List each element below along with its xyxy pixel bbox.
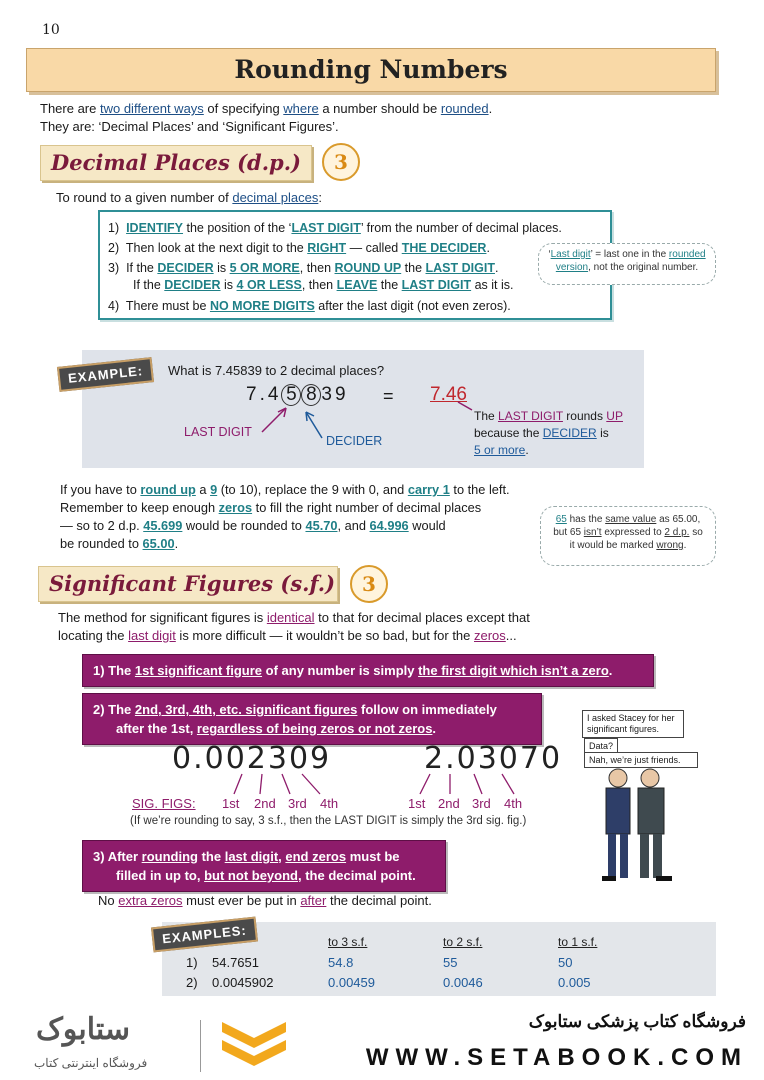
decider-label: DECIDER: [326, 434, 383, 448]
intro-paragraph: There are two different ways of specifying where a number should be rounded. They are: ‘Decimal Places’ and ‘Significant Figures’.: [40, 101, 493, 134]
example-answer: 7.46: [430, 384, 467, 405]
col-header: to 2 s.f.: [443, 935, 483, 949]
col-header: to 1 s.f.: [558, 935, 598, 949]
sig-figs-label: SIG. FIGS:: [132, 796, 196, 811]
ord-label: 4th: [504, 796, 523, 811]
setabook-logo-text: ستابوک: [36, 1013, 131, 1046]
dp-step-4: 4) There must be NO MORE DIGITS after the last digit (not even zeros).: [108, 299, 511, 313]
ord-label: 4th: [320, 796, 339, 811]
grade-badge-icon: 3: [322, 143, 360, 181]
col-header: to 3 s.f.: [328, 935, 368, 949]
example-tag: EXAMPLE:: [57, 357, 154, 392]
ord-label: 2nd: [438, 796, 460, 811]
sixty-five-note: 65 has the same value as 65.00, but 65 isn’t expressed to 2 d.p. so it would be marked wrong.: [540, 506, 716, 566]
row-value: 54.7651: [212, 955, 259, 970]
decider-circle: 8: [301, 384, 321, 406]
row-number: 1): [186, 955, 198, 970]
row-result: 55: [443, 955, 458, 970]
dp-step-2: 2) Then look at the next digit to the RIGHT — called THE DECIDER.: [108, 241, 490, 255]
page-title-bar: [26, 48, 716, 92]
sf-rule-2: 2) The 2nd, 3rd, 4th, etc. significant figures follow on immediately after the 1st, regardless of being zeros or not zeros.: [82, 693, 542, 745]
ord-label: 1st: [408, 796, 426, 811]
last-digit-circle: 5: [281, 384, 301, 406]
setabook-chevron-logo-icon: [218, 1016, 290, 1074]
setabook-logo-subtitle: فروشگاه اینترنتی کتاب: [34, 1056, 148, 1070]
shop-title: فروشگاه کتاب پزشکی ستابوک: [528, 1012, 746, 1031]
sf-note: (If we’re rounding to say, 3 s.f., then the LAST DIGIT is simply the 3rd sig. fig.): [130, 815, 527, 827]
sf-example-number-2: 2.03070: [424, 741, 563, 776]
footer-divider: [200, 1020, 201, 1072]
speech-bubble-3: Nah, we’re just friends.: [584, 752, 698, 768]
row-result: 0.00459: [328, 975, 375, 990]
sf-after-note: No extra zeros must ever be put in after the decimal point.: [98, 893, 432, 908]
last-digit-note: ‘Last digit’ = last one in the rounded version, not the original number.: [538, 243, 716, 285]
row-value: 0.0045902: [212, 975, 274, 990]
row-result: 50: [558, 955, 573, 970]
row-number: 2): [186, 975, 198, 990]
row-result: 0.0046: [443, 975, 483, 990]
row-result: 0.005: [558, 975, 591, 990]
examples-tag: EXAMPLES:: [151, 917, 258, 953]
shop-url: WWW.SETABOOK.COM: [365, 1044, 748, 1071]
sig-fig-pointers: [220, 772, 560, 798]
page-number: 10: [42, 22, 60, 38]
speech-bubble-1: I asked Stacey for her significant figures.: [582, 710, 684, 738]
example-question: What is 7.45839 to 2 decimal places?: [168, 363, 385, 378]
ord-label: 2nd: [254, 796, 276, 811]
section-heading-decimal-places: Decimal Places (d.p.): [40, 145, 312, 181]
example-number: 7.4 5 8 39: [246, 384, 349, 405]
section-heading-significant-figures: Significant Figures (s.f.): [38, 566, 338, 602]
two-men-icon: [580, 768, 712, 884]
row-result: 54.8: [328, 955, 354, 970]
dp-step-3: 3) If the DECIDER is 5 OR MORE, then ROUND UP the LAST DIGIT.: [108, 261, 499, 275]
sf-rule-3: 3) After rounding the last digit, end zeros must be filled in up to, but not beyond, the decimal point.: [82, 840, 446, 892]
last-digit-label: LAST DIGIT: [184, 425, 252, 439]
dp-steps-box: [98, 210, 612, 320]
grade-badge-icon: 3: [350, 565, 388, 603]
rounding-paragraph: If you have to round up a 9 (to 10), replace the 9 with 0, and carry 1 to the left. Remember to keep enough zeros to fill the right number of decimal places — so to 2 d.p. 45.699 would be rounded to 45.70, and 64.996 would be rounded to 65.00.: [60, 482, 510, 551]
cartoon-illustration: [580, 708, 712, 884]
dp-lead: To round to a given number of decimal places:: [56, 190, 322, 205]
dp-step-1: 1) IDENTIFY the position of the ‘LAST DIGIT’ from the number of decimal places.: [108, 221, 562, 235]
speech-bubble-2: Data?: [584, 738, 618, 754]
example-explanation: The LAST DIGIT rounds UP because the DECIDER is 5 or more.: [474, 409, 623, 457]
dp-step-3b: If the DECIDER is 4 OR LESS, then LEAVE the LAST DIGIT as it is.: [133, 278, 514, 292]
ord-label: 3rd: [472, 796, 491, 811]
equals-sign: =: [383, 386, 394, 406]
ord-label: 3rd: [288, 796, 307, 811]
page-title: Rounding Numbers: [234, 55, 508, 84]
ord-label: 1st: [222, 796, 240, 811]
sf-example-number-1: 0.002309: [172, 741, 332, 776]
sf-lead: The method for significant figures is identical to that for decimal places except that locating the last digit is more difficult — it wouldn’t be so bad, but for the zeros...: [58, 610, 530, 643]
sf-rule-1: 1) The 1st significant figure of any number is simply the first digit which isn’t a zero.: [82, 654, 654, 687]
